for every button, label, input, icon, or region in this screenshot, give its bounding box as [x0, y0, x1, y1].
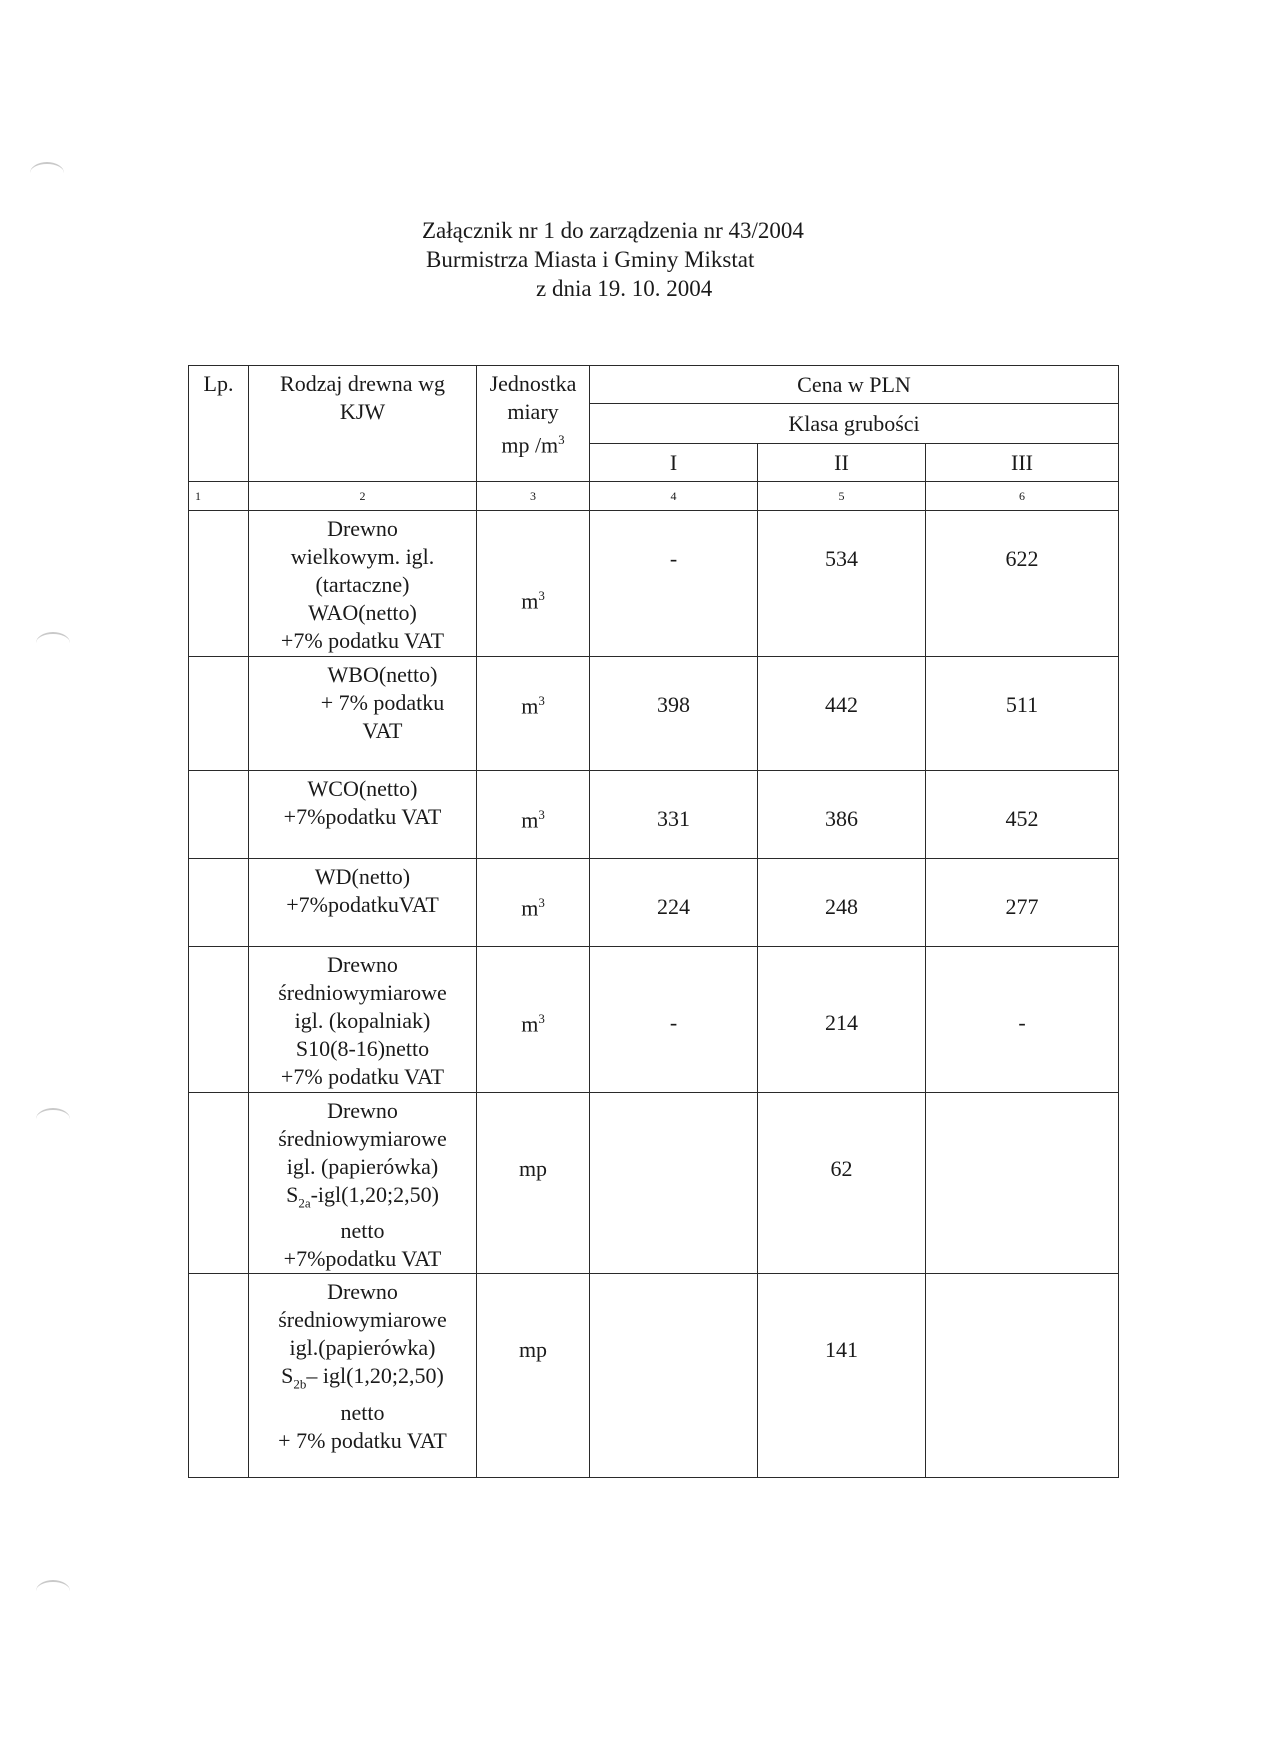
row-rodzaj-part: Drewno średniowymiarowe igl. (papierówka) S [278, 1098, 447, 1207]
column-number: 1 [189, 482, 249, 511]
header-cena: Cena w PLN [590, 366, 1119, 404]
column-number: 6 [926, 482, 1119, 511]
row-class-3: 452 [926, 771, 1119, 859]
row-rodzaj [249, 1274, 477, 1478]
row-class-1: 331 [590, 771, 758, 859]
row-class-2: 386 [758, 771, 926, 859]
heading-line-2: Burmistrza Miasta i Gminy Mikstat [426, 247, 755, 272]
table-row [189, 947, 1119, 1093]
row-lp [189, 947, 249, 1093]
row-unit-text: m [521, 1011, 539, 1037]
header-klasa: Klasa grubości [590, 404, 1119, 444]
row-class-3 [926, 1274, 1119, 1478]
row-class-1: - [590, 947, 758, 1093]
row-class-3: 277 [926, 859, 1119, 947]
row-lp [189, 1093, 249, 1274]
row-rodzaj: WD(netto) +7%podatkuVAT [249, 859, 477, 947]
table-row [189, 1093, 1119, 1274]
row-rodzaj: WBO(netto) + 7% podatku VAT [249, 657, 477, 771]
header-jednostka-sup: 3 [558, 432, 565, 447]
row-rodzaj-sub: 2b [293, 1376, 307, 1392]
row-unit-sup: 3 [538, 895, 545, 910]
row-class-1: 224 [590, 859, 758, 947]
row-rodzaj [249, 1093, 477, 1274]
row-unit-sup: 3 [538, 807, 545, 822]
row-class-3 [926, 1093, 1119, 1274]
row-rodzaj-sub: 2a [298, 1195, 311, 1211]
row-unit-text: m [521, 588, 539, 614]
row-unit-sup: 3 [538, 693, 545, 708]
row-lp [189, 657, 249, 771]
row-unit [477, 511, 590, 657]
row-class-2: 141 [758, 1274, 926, 1478]
row-lp [189, 771, 249, 859]
column-number-row [189, 482, 1119, 511]
row-class-1: 398 [590, 657, 758, 771]
row-class-2: 442 [758, 657, 926, 771]
row-rodzaj: Drewno średniowymiarowe igl. (kopalniak) S10(8-16)netto +7% podatku VAT [249, 947, 477, 1093]
header-jednostka [477, 366, 590, 482]
punch-hole-mark [36, 1108, 70, 1130]
column-number: 2 [249, 482, 477, 511]
row-lp [189, 859, 249, 947]
row-class-3: 622 [926, 511, 1119, 657]
row-rodzaj-part: Drewno średniowymiarowe igl.(papierówka) S [278, 1279, 447, 1389]
row-class-2: 62 [758, 1093, 926, 1274]
row-unit: mp [477, 1274, 590, 1478]
header-class-3: III [926, 444, 1119, 482]
row-unit-sup: 3 [538, 587, 545, 603]
row-rodzaj: WCO(netto) +7%podatku VAT [249, 771, 477, 859]
row-rodzaj: Drewno wielkowym. igl. (tartaczne) WAO(netto) +7% podatku VAT [249, 511, 477, 657]
table-row [189, 859, 1119, 947]
heading-line-3: z dnia 19. 10. 2004 [536, 276, 713, 301]
row-class-1: - [590, 511, 758, 657]
row-class-3: 511 [926, 657, 1119, 771]
row-lp [189, 511, 249, 657]
heading-line-1: Załącznik nr 1 do zarządzenia nr 43/2004 [422, 218, 804, 243]
row-unit-sup: 3 [538, 1011, 545, 1026]
column-number: 5 [758, 482, 926, 511]
row-unit-text: m [521, 693, 539, 719]
row-class-3: - [926, 947, 1119, 1093]
price-table [188, 365, 1119, 1478]
header-class-1: I [590, 444, 758, 482]
row-unit [477, 771, 590, 859]
header-lp: Lp. [189, 366, 249, 482]
header-rodzaj: Rodzaj drewna wg KJW [249, 366, 477, 482]
row-unit [477, 859, 590, 947]
row-rodzaj-part: -igl(1,20;2,50) netto +7%podatku VAT [283, 1182, 442, 1272]
row-unit-text: m [521, 807, 539, 833]
row-class-2: 248 [758, 859, 926, 947]
row-unit [477, 947, 590, 1093]
row-class-2: 214 [758, 947, 926, 1093]
row-class-2: 534 [758, 511, 926, 657]
punch-hole-mark [36, 632, 70, 654]
table-row [189, 771, 1119, 859]
column-number: 3 [477, 482, 590, 511]
column-number: 4 [590, 482, 758, 511]
row-rodzaj-part: – igl(1,20;2,50) netto + 7% podatku VAT [278, 1363, 447, 1453]
header-class-2: II [758, 444, 926, 482]
punch-hole-mark [30, 162, 64, 184]
row-lp [189, 1274, 249, 1478]
table-row [189, 657, 1119, 771]
row-unit: mp [477, 1093, 590, 1274]
row-unit [477, 657, 590, 771]
row-unit-text: m [521, 895, 539, 921]
table-row [189, 1274, 1119, 1478]
table-row [189, 511, 1119, 657]
header-jednostka-text: Jednostka miary mp /m [489, 371, 577, 458]
row-class-1 [590, 1093, 758, 1274]
punch-hole-mark [36, 1580, 70, 1602]
row-class-1 [590, 1274, 758, 1478]
